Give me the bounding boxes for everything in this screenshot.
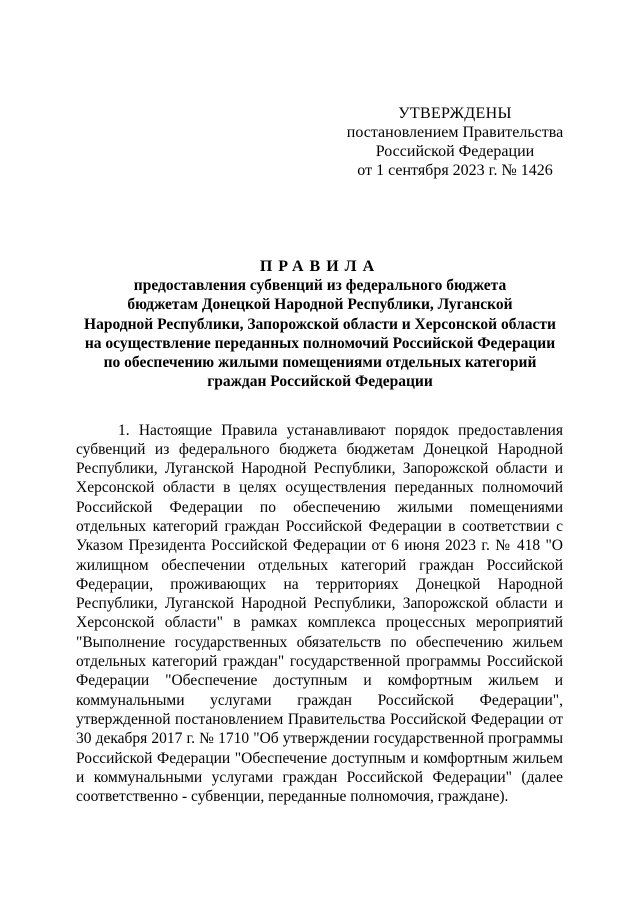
subtitle-line: Народной Республики, Запорожской области и Херсонской области — [84, 315, 556, 333]
paragraph-1: 1. Настоящие Правила устанавливают порядок предоставления субвенций из федерального бюджета бюджетам Донецкой Народной Республики, Луганской Народной Республики, Запорожской области и Херсонской области в целях осуществления переданных полномочий Российской Федерации по обеспечению жилыми помещениями отдельных категорий граждан Российской Федерации в соответствии с Указом Президента Российской Федерации от 6 июня 2023 г. № 418 "О жилищном обеспечении отдельных категорий граждан Российской Федерации, проживающих на территориях Донецкой Народной Республики, Луганской Народной Республики, Запорожской области и Херсонской области" в рамках комплекса процессных мероприятий "Выполнение государственных обязательств по обеспечению жильем отдельных категорий граждан" государственной программы Российской Федерации "Обеспечение доступным и комфортным жильем и коммунальными услугами граждан Российской Федерации", утвержденной постановлением Правительства Российской Федерации от 30 декабря 2017 г. № 1710 "Об утверждении государственной программы Российской Федерации "Обеспечение доступным и комфортным жильем и коммунальными услугами граждан Российской Федерации" (далее соответственно - субвенции, переданные полномочия, граждане). — [76, 421, 563, 806]
approval-word: УТВЕРЖДЕНЫ — [398, 105, 512, 122]
approval-line: от 1 сентября 2023 г. № 1426 — [357, 162, 553, 179]
approval-line: постановлением Правительства — [346, 124, 564, 141]
subtitle-line: граждан Российской Федерации — [207, 373, 433, 391]
document-subtitle — [60, 276, 580, 392]
approval-stamp — [340, 104, 570, 180]
subtitle-line: на осуществление переданных полномочий Российской Федерации — [84, 334, 556, 352]
subtitle-line: предоставления субвенций из федерального бюджета — [133, 277, 507, 294]
subtitle-line: по обеспечению жилыми помещениями отдельных категорий — [103, 354, 537, 372]
document-heading: ПРАВИЛА — [259, 258, 381, 275]
subtitle-line: бюджетам Донецкой Народной Республики, Луганской — [127, 296, 513, 314]
approval-line: Российской Федерации — [375, 143, 535, 160]
